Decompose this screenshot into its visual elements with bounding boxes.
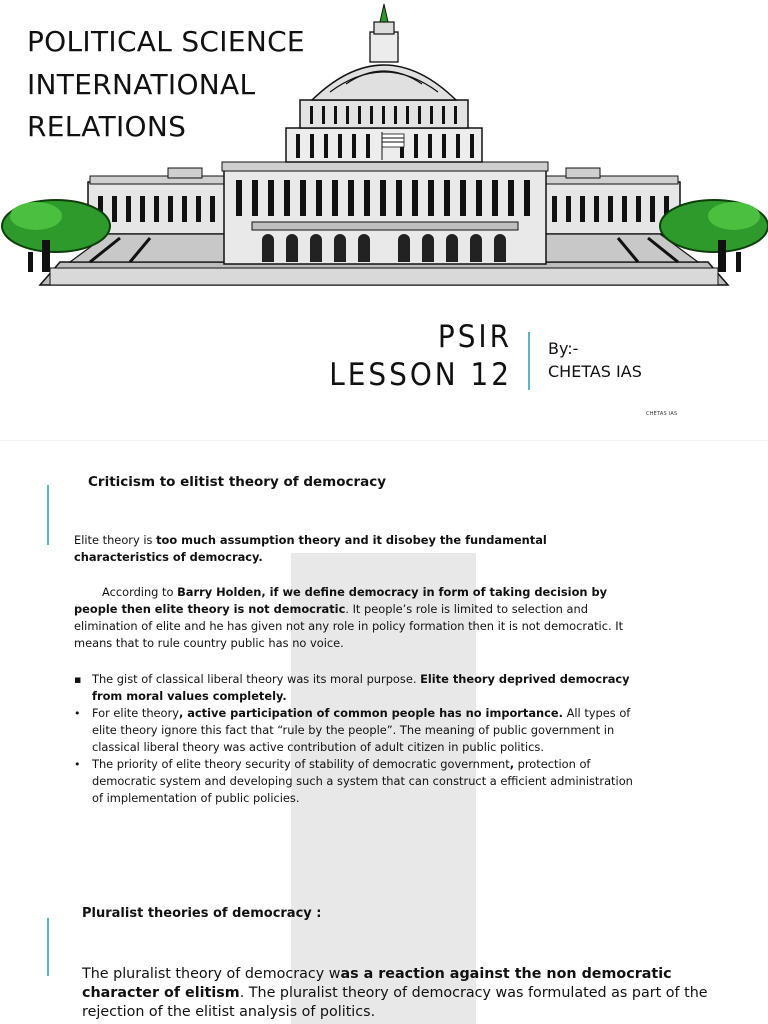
dot-bullet-icon: • [74,707,81,720]
title-line-1: POLITICAL SCIENCE [27,25,305,58]
bullet-3-bold: , [509,757,515,771]
bullet-3-text: The priority of elite theory security of stability of democratic government [92,757,510,771]
title-line-2: INTERNATIONAL [27,68,256,101]
list-item [74,756,637,807]
slide3-heading: Pluralist theories of democracy : [82,906,322,921]
slide2-paragraph-2 [74,584,634,652]
square-bullet-icon: ▪ [74,673,82,686]
lesson-number: LESSON 12 [329,357,512,393]
slide2-heading: Criticism to elitist theory of democracy [88,474,387,490]
slide2-accent-bar [47,485,49,545]
p1-bold: too much assumption theory and it disobey the fundamental characteristics of democracy. [74,533,547,564]
slide2-bullet-list [74,671,637,807]
title-slide [0,0,768,440]
bullet-2-text-2: All types of elite theory ignore this fact that “rule by the people”. The meaning of public government in classical liberal theory was active contribution of adult citizen in public politics. [92,706,631,754]
by-label: By:- [548,339,579,358]
lesson-code: PSIR [437,319,512,355]
slide3-accent-bar [47,918,49,976]
bullet-1-bold: Elite theory deprived democracy from moral values completely. [92,672,630,703]
dot-bullet-icon: • [74,758,81,771]
slide3-paragraph-1 [82,965,722,1022]
bullet-2-bold: , active participation of common people has no importance. [178,706,563,720]
slide2-paragraph-1 [74,532,634,566]
footer-watermark-text: CHETAS IAS [646,411,678,417]
title-line-3: RELATIONS [27,110,187,143]
bullet-3-text-2: protection of democratic system and developing such a system that can construct a efficient administration of implementation of public policies. [92,757,633,805]
slide-separator [0,440,768,441]
p2-text-1: According to [102,585,178,599]
p1-text: Elite theory is [74,533,157,547]
title-divider [528,332,530,390]
bullet-1-text: The gist of classical liberal theory was its moral purpose. [92,672,421,686]
list-item [74,705,637,756]
p2-text-2: . It people’s role is limited to selection and elimination of elite and he has given not any role in policy formation then it is not democratic. It means that to rule country public has no voice. [74,602,624,650]
s3-text-2: . The pluralist theory of democracy was formulated as part of the rejection of the elitist analysis of politics. [82,985,708,1020]
s3-text-1: The pluralist theory of democracy w [82,966,341,982]
p2-bold: Barry Holden, if we define democracy in form of taking decision by people then elite theory is not democratic [74,585,608,616]
s3-bold: as a reaction against the non democratic character of elitism [82,966,672,1001]
bullet-2-text: For elite theory [92,706,179,720]
author-name: CHETAS IAS [548,362,642,381]
list-item [74,671,637,705]
